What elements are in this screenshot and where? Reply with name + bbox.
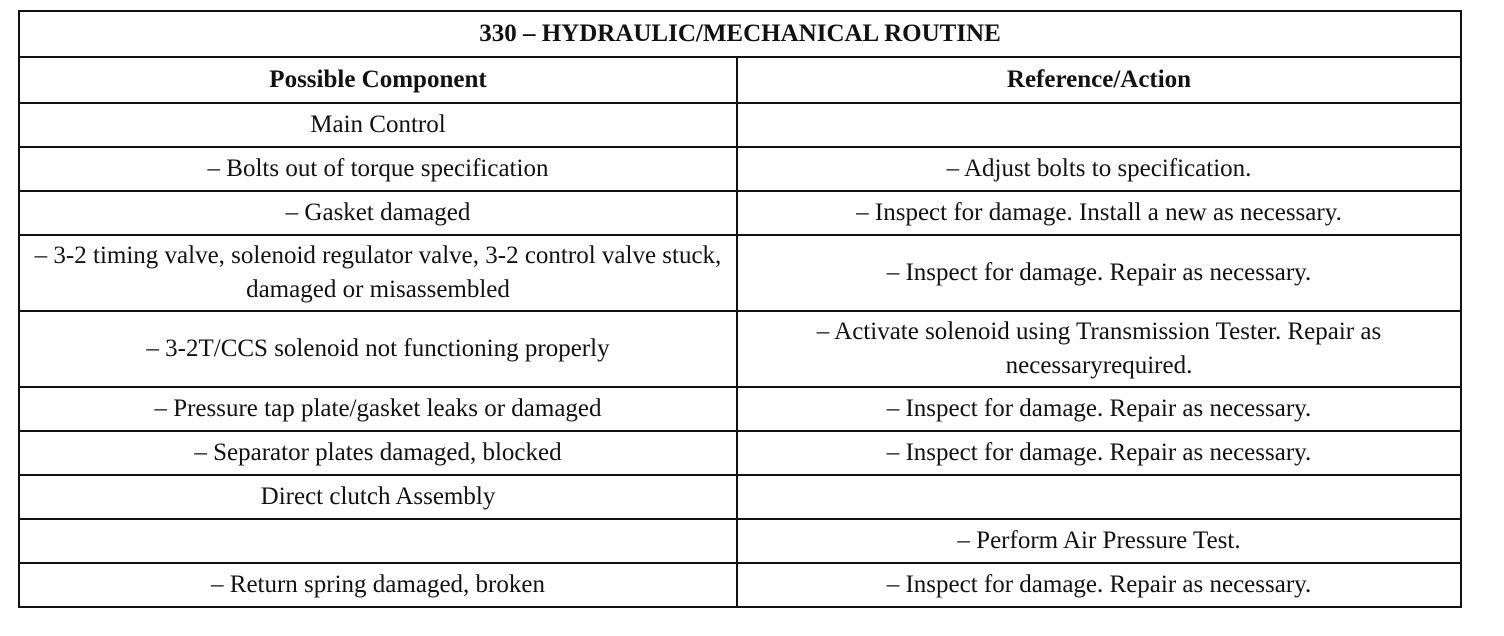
- column-header-action: Reference/Action: [737, 57, 1461, 103]
- header-row: [19, 57, 1461, 103]
- action-cell: [737, 475, 1461, 519]
- component-cell: – Separator plates damaged, blocked: [19, 431, 737, 475]
- component-cell: – Return spring damaged, broken: [19, 563, 737, 607]
- table-row: [19, 475, 1461, 519]
- table-row: [19, 191, 1461, 235]
- action-cell: – Perform Air Pressure Test.: [737, 519, 1461, 563]
- action-cell: – Inspect for damage. Repair as necessary.: [737, 563, 1461, 607]
- component-cell: – 3-2 timing valve, solenoid regulator valve, 3-2 control valve stuck, damaged or misassembled: [19, 235, 737, 311]
- action-cell: – Inspect for damage. Repair as necessary.: [737, 431, 1461, 475]
- component-cell: – Gasket damaged: [19, 191, 737, 235]
- table-row: [19, 519, 1461, 563]
- title-row: [19, 11, 1461, 57]
- action-cell: – Activate solenoid using Transmission Tester. Repair as necessaryrequired.: [737, 311, 1461, 387]
- component-cell: – Pressure tap plate/gasket leaks or damaged: [19, 387, 737, 431]
- table-row: [19, 387, 1461, 431]
- action-cell: – Inspect for damage. Install a new as necessary.: [737, 191, 1461, 235]
- table-row: [19, 431, 1461, 475]
- action-cell: – Inspect for damage. Repair as necessary.: [737, 387, 1461, 431]
- table-row: [19, 103, 1461, 147]
- table-row: [19, 311, 1461, 387]
- component-cell: Direct clutch Assembly: [19, 475, 737, 519]
- table-row: [19, 147, 1461, 191]
- action-cell: – Adjust bolts to specification.: [737, 147, 1461, 191]
- component-cell: – 3-2T/CCS solenoid not functioning properly: [19, 311, 737, 387]
- component-cell: Main Control: [19, 103, 737, 147]
- action-cell: [737, 103, 1461, 147]
- action-cell: – Inspect for damage. Repair as necessary.: [737, 235, 1461, 311]
- routine-table: [18, 10, 1462, 608]
- column-header-component: Possible Component: [19, 57, 737, 103]
- table-row: [19, 235, 1461, 311]
- component-cell: [19, 519, 737, 563]
- table-row: [19, 563, 1461, 607]
- component-cell: – Bolts out of torque specification: [19, 147, 737, 191]
- table-title: 330 – HYDRAULIC/MECHANICAL ROUTINE: [19, 11, 1461, 57]
